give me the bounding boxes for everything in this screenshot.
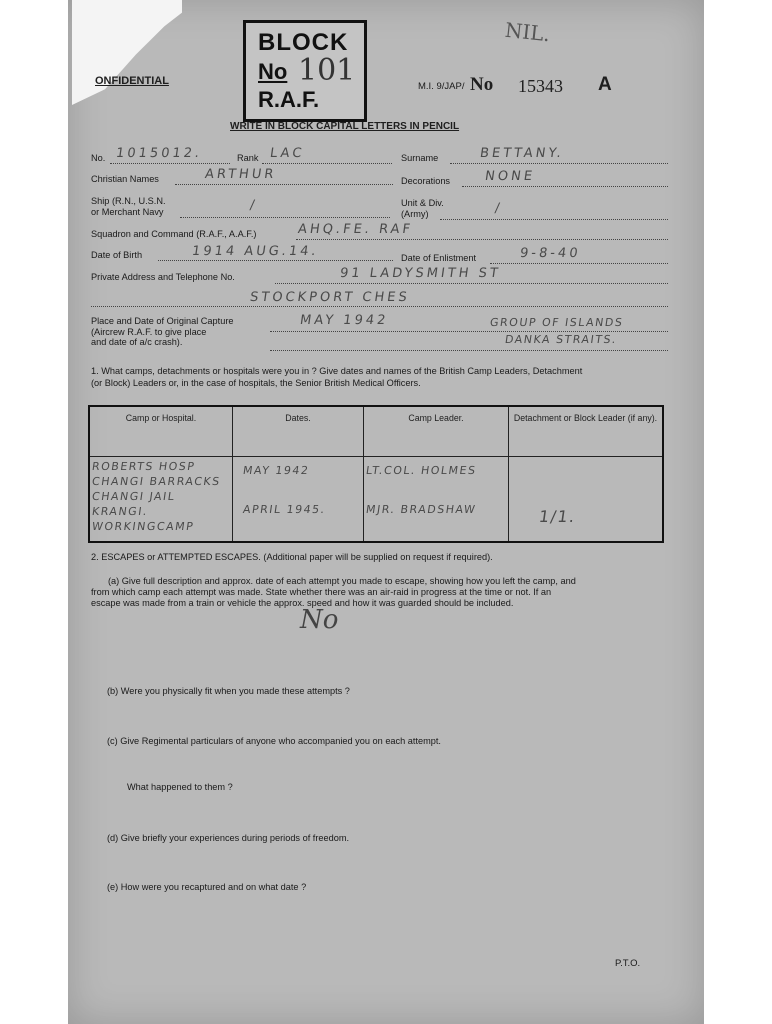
stamp-number: 101 <box>298 53 356 88</box>
q2e-text: (e) How were you recaptured and on what date ? <box>107 882 307 892</box>
detachment-cell <box>509 457 664 543</box>
camp-entry: ROBERTS HOSP <box>91 460 197 473</box>
q2c-text: (c) Give Regimental particulars of anyone who accompanied you on each attempt. <box>107 736 441 746</box>
camp-entry: KRANGI. <box>91 505 149 518</box>
enlistment-label: Date of Enlistment <box>401 253 477 263</box>
ship-value: / <box>248 198 259 213</box>
unit-value: / <box>493 201 504 216</box>
form-number: 15343 <box>518 76 563 96</box>
col-detachment-header: Detachment or Block Leader (if any). <box>509 406 664 457</box>
col-dates-header: Dates. <box>233 406 364 457</box>
q2a-line2: from which camp each attempt was made. State whether there was an air-raid in progress at the time or not. If an <box>91 587 552 597</box>
q2b-text: (b) Were you physically fit when you made these attempts ? <box>107 686 350 696</box>
capture-date: MAY 1942 <box>298 313 390 328</box>
service-no-value: 1015012. <box>114 146 204 161</box>
q2a-line3: escape was made from a train or vehicle the approx. speed and how it was guarded should be included. <box>91 598 514 608</box>
capture-label-line1: Place and Date of Original Capture <box>91 316 234 326</box>
squadron-value: AHQ.FE. RAF <box>296 222 414 237</box>
camps-table <box>88 405 664 543</box>
q2d-text: (d) Give briefly your experiences during periods of freedom. <box>107 833 350 843</box>
q2a-line1: (a) Give full description and approx. date of each attempt you made to escape, showing how you left the camp, and <box>108 576 576 586</box>
ship-label-line1: Ship (R.N., U.S.N. <box>91 196 166 206</box>
decorations-value: NONE <box>483 169 536 184</box>
surname-label: Surname <box>401 153 439 163</box>
unit-label-line2: (Army) <box>401 209 429 219</box>
capture-label-line3: and date of a/c crash). <box>91 337 183 347</box>
capture-place-line1: GROUP OF ISLANDS <box>489 316 625 329</box>
q2a-answer: No <box>300 605 339 635</box>
q2-heading: 2. ESCAPES or ATTEMPTED ESCAPES. (Additional paper will be supplied on request if required). <box>91 552 493 562</box>
stamp-block-text: BLOCK <box>258 29 349 56</box>
q2c-followup: What happened to them ? <box>127 782 233 792</box>
leader-entry: MJR. BRADSHAW <box>365 503 478 516</box>
ship-label-line2: or Merchant Navy <box>91 207 164 217</box>
camp-entry: WORKINGCAMP <box>91 520 196 533</box>
q1-text-line2: (or Block) Leaders or, in the case of hospitals, the Senior British Medical Officers. <box>91 378 421 388</box>
stamp-raf-text: R.A.F. <box>258 87 320 112</box>
camps-table-header <box>89 406 663 457</box>
date-entry: MAY 1942 <box>242 464 311 477</box>
enlistment-value: 9-8-40 <box>518 246 582 261</box>
q1-text-line1: 1. What camps, detachments or hospitals were you in ? Give dates and names of the British Camp Leaders, Detachment <box>91 366 583 376</box>
address-line2: STOCKPORT CHES <box>248 290 411 305</box>
service-no-label: No. <box>91 153 106 163</box>
camp-cell <box>89 457 233 543</box>
capture-label-line2: (Aircrew R.A.F. to give place <box>91 326 207 337</box>
squadron-label: Squadron and Command (R.A.F., A.A.F.) <box>91 229 257 239</box>
col-leader-header: Camp Leader. <box>364 406 509 457</box>
ship-label <box>91 196 166 218</box>
christian-names-label: Christian Names <box>91 174 159 184</box>
unit-label-line1: Unit & Div. <box>401 198 444 208</box>
instruction: WRITE IN BLOCK CAPITAL LETTERS IN PENCIL <box>230 121 460 132</box>
rank-value: LAC <box>268 146 306 161</box>
block-stamp <box>243 20 367 122</box>
leader-entry: LT.COL. HOLMES <box>365 464 478 477</box>
pto-label: P.T.O. <box>615 958 641 969</box>
mi-code: M.I. 9/JAP/ <box>418 81 465 92</box>
decorations-label: Decorations <box>401 176 451 186</box>
dob-value: 1914 AUG.14. <box>190 244 320 259</box>
address-line1: 91 LADYSMITH ST <box>338 266 502 281</box>
nil-mark: NIL. <box>503 17 552 47</box>
stamp-no-text: No <box>258 59 288 84</box>
camps-table-row <box>89 457 663 543</box>
christian-names-value: ARTHUR <box>203 167 278 182</box>
rank-label: Rank <box>237 153 259 163</box>
leader-cell <box>364 457 509 543</box>
date-entry: APRIL 1945. <box>242 503 327 516</box>
capture-place-line2: DANKA STRAITS. <box>504 333 618 346</box>
unit-label <box>401 198 444 220</box>
detachment-entry: 1/1. <box>537 507 578 526</box>
dates-cell <box>233 457 364 543</box>
form-suffix: A <box>598 74 612 95</box>
confidential-label: ONFIDENTIAL <box>95 75 169 87</box>
dob-label: Date of Birth <box>91 250 143 260</box>
address-label: Private Address and Telephone No. <box>91 272 235 282</box>
camp-entry: CHANGI JAIL <box>91 490 177 503</box>
camp-entry: CHANGI BARRACKS <box>91 475 222 488</box>
no-label: No <box>470 74 494 95</box>
col-camp-header: Camp or Hospital. <box>89 406 233 457</box>
surname-value: BETTANY. <box>478 146 565 161</box>
capture-label <box>91 316 234 348</box>
